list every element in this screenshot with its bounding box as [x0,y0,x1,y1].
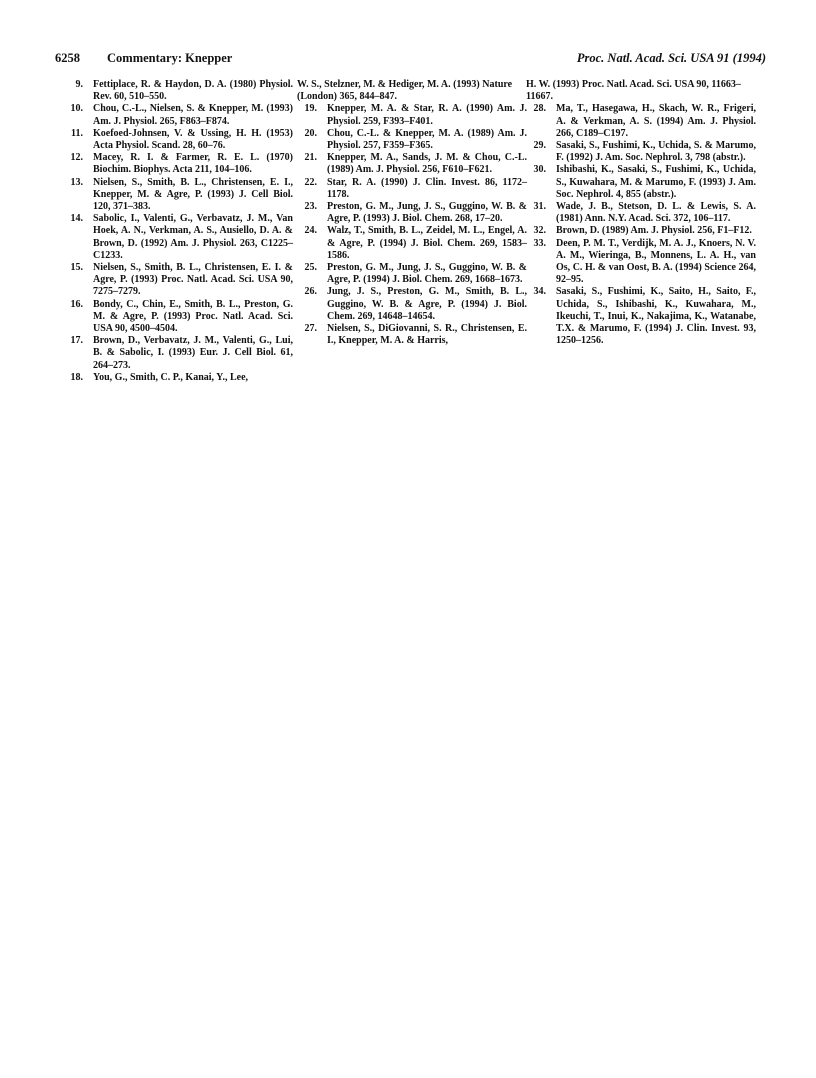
reference-item [63,299,293,336]
reference-item [526,238,756,287]
reference-number: 9. [75,79,83,90]
reference-text: Macey, R. I. & Farmer, R. E. L. (1970) Biochim. Biophys. Acta 211, 104–106. [93,152,293,176]
reference-text: Fettiplace, R. & Haydon, D. A. (1980) Physiol. Rev. 60, 510–550. [93,79,293,103]
reference-number: 12. [70,152,83,164]
reference-text: Bondy, C., Chin, E., Smith, B. L., Preston, G. M. & Agre, P. (1993) Proc. Natl. Acad. Sci. USA 90, 4500–4504. [93,298,293,335]
reference-item [297,262,527,286]
reference-number: 19. [304,103,317,115]
reference-text: Deen, P. M. T., Verdijk, M. A. J., Knoers, N. V. A. M., Wieringa, B., Monnens, L. A. H., van Os, C. H. & van Oost, B. A. (1994) Science 264, 92–95. [556,237,756,286]
reference-number: 13. [70,176,83,188]
reference-text: You, G., Smith, C. P., Kanai, Y., Lee, [93,371,249,383]
reference-item [63,335,293,372]
reference-item [297,177,527,201]
reference-item [297,323,527,347]
reference-number: 33. [533,237,546,249]
reference-text: Nielsen, S., Smith, B. L., Christensen, E. I., Knepper, M. & Agre, P. (1993) J. Cell Biol. 120, 371–383. [93,176,293,213]
reference-text: Sabolic, I., Valenti, G., Verbavatz, J. M., Van Hoek, A. N., Verkman, A. S., Ausiello, D. A. & Brown, D. (1992) Am. J. Physiol. 263, C1225–C1233. [93,213,293,261]
reference-number: 31. [533,201,546,213]
reference-number: 14. [70,213,83,225]
reference-item [297,103,527,127]
reference-text: Chou, C.-L. & Knepper, M. A. (1989) Am. J. Physiol. 257, F359–F365. [327,127,527,152]
reference-text: Preston, G. M., Jung, J. S., Guggino, W. B. & Agre, P. (1994) J. Biol. Chem. 269, 1668–1673. [327,262,527,286]
reference-item [526,103,756,140]
reference-number: 32. [533,225,546,237]
reference-item [63,262,293,299]
reference-text: Jung, J. S., Preston, G. M., Smith, B. L., Guggino, W. B. & Agre, P. (1994) J. Biol. Chem. 269, 14648–14654. [327,286,527,322]
reference-number: 11. [71,127,83,139]
reference-text: Nielsen, S., Smith, B. L., Christensen, E. I. & Agre, P. (1993) Proc. Natl. Acad. Sci. USA 90, 7275–7279. [93,262,293,298]
reference-text: Nielsen, S., DiGiovanni, S. R., Christensen, E. I., Knepper, M. A. & Harris, [327,323,527,347]
reference-item [526,164,756,201]
reference-item [297,225,527,262]
reference-text: Chou, C.-L., Nielsen, S. & Knepper, M. (1993) Am. J. Physiol. 265, F863–F874. [93,103,293,127]
section-title: Commentary: Knepper [107,51,233,65]
reference-item [63,103,293,127]
reference-number: 30. [533,164,546,176]
reference-continuation: W. S., Stelzner, M. & Hediger, M. A. (1993) Nature (London) 365, 844–847. [297,79,513,103]
reference-text: Ma, T., Hasegawa, H., Skach, W. R., Frigeri, A. & Verkman, A. S. (1994) Am. J. Physiol. 266, C189–C197. [556,103,756,139]
reference-text: Knepper, M. A., Sands, J. M. & Chou, C.-L. (1989) Am. J. Physiol. 256, F610–F621. [327,152,527,176]
reference-number: 22. [304,176,317,188]
references-column-2 [297,79,527,347]
reference-item [63,128,293,152]
reference-text: Walz, T., Smith, B. L., Zeidel, M. L., Engel, A. & Agre, P. (1994) J. Biol. Chem. 269, 1583–1586. [327,225,527,261]
reference-text: Koefoed-Johnsen, V. & Ussing, H. H. (1953) Acta Physiol. Scand. 28, 60–76. [93,127,293,152]
reference-number: 27. [304,323,317,335]
reference-item [63,177,293,214]
page-header [55,51,766,69]
reference-number: 25. [304,262,317,274]
reference-number: 10. [70,103,83,115]
reference-item [526,140,756,164]
reference-item [63,152,293,176]
reference-text: Brown, D. (1989) Am. J. Physiol. 256, F1–F12. [556,225,752,237]
reference-text: Knepper, M. A. & Star, R. A. (1990) Am. J. Physiol. 259, F393–F401. [327,103,527,127]
reference-item [63,372,293,384]
journal-citation: Proc. Natl. Acad. Sci. USA 91 (1994) [576,51,766,65]
reference-number: 23. [304,201,317,213]
reference-continuation: H. W. (1993) Proc. Natl. Acad. Sci. USA 90, 11663–11667. [526,79,741,103]
reference-text: Ishibashi, K., Sasaki, S., Fushimi, K., Uchida, S., Kuwahara, M. & Marumo, F. (1993) J. Am. Soc. Nephrol. 4, 855 (abstr.). [556,164,756,200]
reference-text: Preston, G. M., Jung, J. S., Guggino, W. B. & Agre, P. (1993) J. Biol. Chem. 268, 17–20. [327,201,527,225]
reference-number: 21. [304,152,317,164]
reference-item [297,128,527,152]
reference-item [526,225,756,237]
reference-number: 34. [533,286,546,298]
reference-item [63,79,293,103]
reference-item [297,286,527,323]
reference-item [297,201,527,225]
references-column-3 [526,79,756,347]
page-number: 6258 [55,51,80,65]
reference-text: Sasaki, S., Fushimi, K., Uchida, S. & Marumo, F. (1992) J. Am. Soc. Nephrol. 3, 798 (abstr.). [556,140,756,164]
reference-item [526,286,756,347]
reference-number: 17. [70,335,83,347]
reference-number: 20. [304,127,317,139]
reference-number: 18. [70,371,83,383]
reference-number: 15. [70,262,83,274]
reference-item [526,201,756,225]
references-column-1 [63,79,293,384]
reference-text: Wade, J. B., Stetson, D. L. & Lewis, S. A. (1981) Ann. N.Y. Acad. Sci. 372, 106–117. [556,201,756,225]
reference-item [63,213,293,262]
reference-item [297,152,527,176]
reference-number: 29. [533,140,546,152]
reference-text: Brown, D., Verbavatz, J. M., Valenti, G., Lui, B. & Sabolic, I. (1993) Eur. J. Cell Biol. 61, 264–273. [93,335,293,371]
reference-number: 16. [70,298,83,310]
reference-text: Sasaki, S., Fushimi, K., Saito, H., Saito, F., Uchida, S., Ishibashi, K., Kuwahara, M., Ikeuchi, T., Inui, K., Nakajima, K., Watanabe, T.X. & Marumo, F. (1994) J. Clin. Invest. 93, 1250–1256. [556,286,756,347]
reference-number: 26. [304,286,317,298]
reference-number: 28. [533,103,546,115]
reference-number: 24. [304,225,317,237]
reference-text: Star, R. A. (1990) J. Clin. Invest. 86, 1172–1178. [327,176,527,200]
